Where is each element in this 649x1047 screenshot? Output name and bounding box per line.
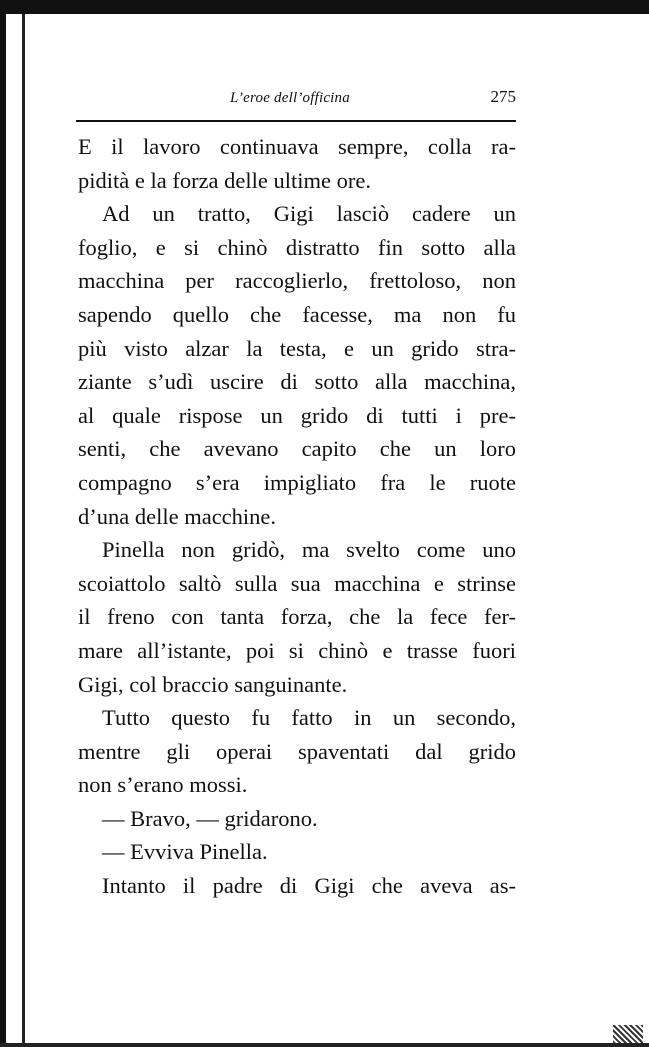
scan-top-edge [0,0,649,14]
header-rule [76,120,516,122]
scan-corner-mark [613,1025,643,1043]
text-line: più visto alzar la testa, e un grido stra- [78,335,516,361]
text-line: scoiattolo saltò sulla sua macchina e strinse [78,570,516,596]
text-line: Tutto questo fu fatto in un secondo, [102,705,516,731]
body-text [78,130,516,903]
text-line: mare all’istante, poi si chinò e trasse fuori [78,637,516,663]
text-line: ziante s’udì uscire di sotto alla macchina, [78,369,516,395]
text-line: al quale rispose un grido di tutti i pre- [78,402,516,428]
text-line: senti, che avevano capito che un loro [78,436,516,462]
scan-bottom-edge [0,1043,649,1047]
text-line: il freno con tanta forza, che la fece fer- [78,604,516,630]
text-line: Gigi, col braccio sanguinante. [78,671,348,697]
text-line: — Bravo, — gridarono. [102,805,318,831]
page-header [78,86,516,112]
text-line: — Evviva Pinella. [102,839,268,865]
text-line: Pinella non gridò, ma svelto come uno [102,537,516,563]
text-line: Ad un tratto, Gigi lasciò cadere un [102,201,516,227]
text-line: Intanto il padre di Gigi che aveva as- [102,873,516,899]
text-line: foglio, e si chinò distratto fin sotto alla [78,234,516,260]
text-line: sapendo quello che facesse, ma non fu [78,301,516,327]
scan-left-edge [0,0,6,1047]
text-line: non s’erano mossi. [78,772,248,798]
page-number: 275 [490,87,516,106]
scan-binding-line [22,14,25,1044]
text-line: pidità e la forza delle ultime ore. [78,167,371,193]
text-line: compagno s’era impigliato fra le ruote [78,469,516,495]
text-line: macchina per raccoglierlo, frettoloso, non [78,268,516,294]
text-line: E il lavoro continuava sempre, colla ra- [78,134,516,159]
text-line: d’una delle macchine. [78,503,277,529]
running-title: L’eroe dell’officina [230,90,350,106]
text-line: mentre gli operai spaventati dal grido [78,738,516,764]
